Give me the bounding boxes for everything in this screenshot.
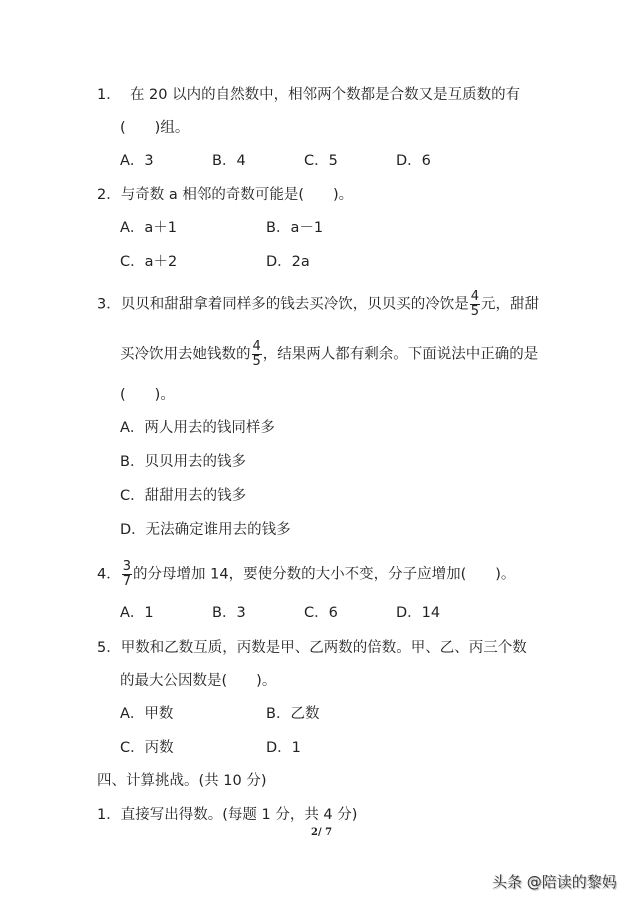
- question-number: 2．: [97, 187, 121, 203]
- option-c: C．甜甜用去的钱多: [120, 488, 247, 504]
- option-a: A．1: [120, 605, 154, 621]
- question-text: 元，甜甜: [481, 296, 540, 313]
- option-a: A．甲数: [120, 706, 174, 722]
- option-a: A．两人用去的钱同样多: [120, 420, 275, 436]
- question-text: 与奇数 a 相邻的奇数可能是( )。: [120, 187, 354, 203]
- option-c: C．a＋2: [120, 254, 178, 270]
- question-text: 甲数和乙数互质，丙数是甲、乙两数的倍数。甲、乙、丙三个数: [120, 640, 527, 656]
- fraction: [122, 560, 132, 589]
- option-b: B．贝贝用去的钱多: [120, 454, 246, 470]
- question-text: 的分母增加 14，要使分数的大小不变，分子应增加( )。: [133, 566, 516, 583]
- option-d: D．14: [396, 605, 441, 621]
- sub-question: 1．直接写出得数。(每题 1 分，共 4 分): [97, 807, 358, 823]
- option-a: A．3: [120, 153, 154, 169]
- option-b: B．4: [212, 153, 246, 169]
- option-c: C．5: [304, 153, 338, 169]
- option-c: C．6: [304, 605, 338, 621]
- fraction: [470, 290, 480, 319]
- question-1: [97, 85, 520, 105]
- numerator: 4: [252, 339, 261, 354]
- question-text-cont: ( )。: [120, 387, 175, 403]
- option-b: B．3: [212, 605, 246, 621]
- denominator: 5: [252, 354, 261, 369]
- watermark: 头条 @陪读的黎妈: [492, 873, 617, 891]
- denominator: 7: [122, 574, 132, 589]
- question-number: 5．: [97, 640, 121, 656]
- question-text: 在 20 以内的自然数中，相邻两个数都是合数又是互质数的有: [129, 87, 521, 103]
- question-text: ，结果两人都有剩余。下面说法中正确的是: [262, 346, 539, 363]
- question-text: 贝贝和甜甜拿着同样多的钱去买冷饮，贝贝买的冷饮是: [120, 296, 469, 313]
- section-heading: 四、计算挑战。(共 10 分): [97, 773, 267, 789]
- option-d: D．无法确定谁用去的钱多: [120, 522, 291, 538]
- page-number: 2/ 7: [311, 827, 333, 838]
- question-2: [97, 185, 353, 205]
- option-b: B．乙数: [266, 706, 320, 722]
- question-number: 1．: [97, 87, 121, 103]
- option-d: D．6: [396, 153, 431, 169]
- question-number: 3．: [97, 296, 121, 313]
- question-text-cont: ( )组。: [120, 120, 190, 136]
- fraction: [252, 340, 262, 369]
- denominator: 5: [470, 304, 480, 319]
- option-a: A．a＋1: [120, 220, 178, 236]
- option-b: B．a－1: [266, 220, 324, 236]
- numerator: 4: [470, 289, 480, 304]
- option-c: C．丙数: [120, 740, 174, 756]
- option-d: D．2a: [266, 254, 310, 270]
- numerator: 3: [122, 559, 132, 574]
- question-5: [97, 638, 527, 658]
- question-text-cont: 的最大公因数是( )。: [120, 673, 277, 689]
- question-3-line2: [120, 340, 538, 369]
- question-4: [97, 560, 515, 589]
- question-3: [97, 290, 539, 319]
- question-number: 4．: [97, 566, 121, 583]
- question-text: 买冷饮用去她钱数的: [120, 346, 251, 363]
- option-d: D．1: [266, 740, 301, 756]
